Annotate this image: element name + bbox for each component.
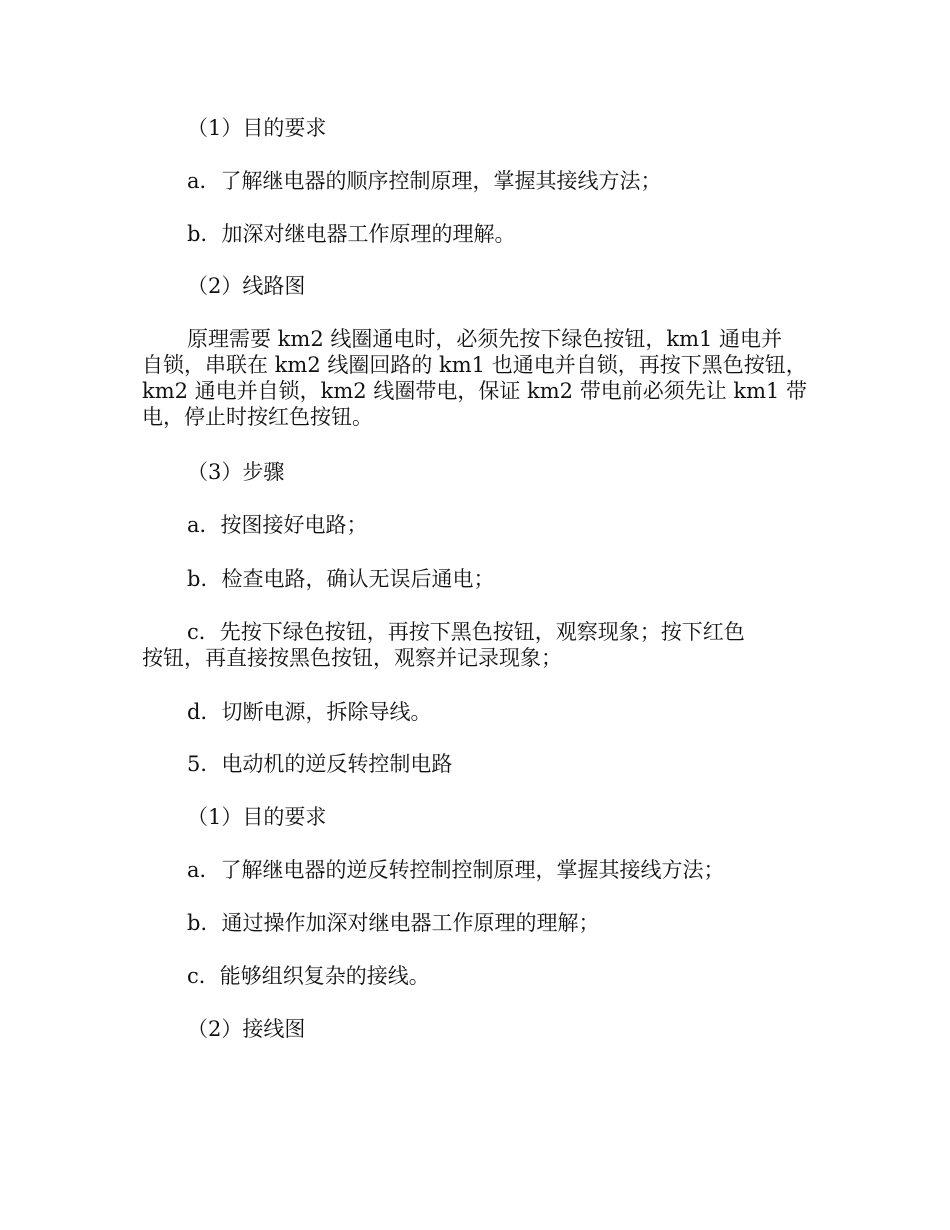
step-c [142,619,822,671]
principle-paragraph [142,326,822,430]
step-a: a．按图接好电路； [187,513,368,537]
section5-heading-wiring: （2）接线图 [187,1017,306,1041]
step-d: d．切断电源，拆除导线。 [187,700,432,724]
step-c-line-2: 按钮，再直接按黑色按钮，观察并记录现象； [142,646,562,670]
step-c-line-1: c．先按下绿色按钮，再按下黑色按钮，观察现象；按下红色 [187,620,745,644]
section5-item-b: b．通过操作加深对继电器工作原理的理解； [187,911,600,935]
section-5-title: 5．电动机的逆反转控制电路 [187,752,453,776]
heading-purpose: （1）目的要求 [187,116,327,140]
section5-item-a: a．了解继电器的逆反转控制控制原理，掌握其接线方法； [187,858,725,882]
principle-line-1: 原理需要 km2 线圈通电时，必须先按下绿色按钮，km1 通电并 [187,327,783,351]
principle-line-4: 电，停止时按红色按钮。 [142,405,373,429]
section5-item-c: c．能够组织复杂的接线。 [187,964,430,988]
heading-circuit-diagram: （2）线路图 [187,274,306,298]
heading-steps: （3）步骤 [187,460,285,484]
purpose-item-b: b．加深对继电器工作原理的理解。 [187,222,516,246]
step-b: b．检查电路，确认无误后通电； [187,567,495,591]
purpose-item-a: a．了解继电器的顺序控制原理，掌握其接线方法； [187,169,662,193]
principle-line-2: 自锁，串联在 km2 线圈回路的 km1 也通电并自锁，再按下黑色按钮， [142,353,807,377]
section5-heading-purpose: （1）目的要求 [187,805,327,829]
principle-line-3: km2 通电并自锁，km2 线圈带电，保证 km2 带电前必须先让 km1 带 [142,379,808,403]
